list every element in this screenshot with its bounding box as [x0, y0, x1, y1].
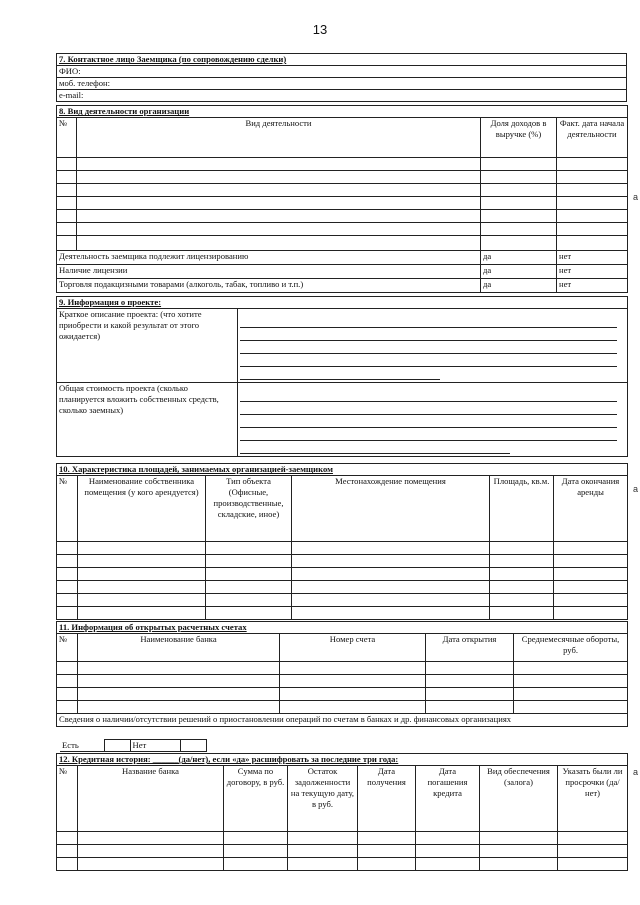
section-8-title: 8. Вид деятельности организации: [57, 106, 628, 118]
col-owner: Наименование собственника помещения (у кого арендуется): [78, 476, 206, 542]
project-cost-label: Общая стоимость проекта (сколько планируется вложить собственных средств, сколько заемных): [57, 383, 238, 457]
license-question: Деятельность заемщика подлежит лицензированию: [57, 251, 481, 265]
section-12-title: 12. Кредитная история: ______(да/нет), если «да» расшифровать за последние три года:: [57, 754, 628, 766]
col-start-date: Факт. дата начала деятельности: [557, 118, 628, 158]
col-repayment: Дата погашения кредита: [416, 766, 480, 832]
excise-yes: да: [481, 279, 557, 293]
col-lease-end: Дата окончания аренды: [554, 476, 628, 542]
page-number: 13: [312, 22, 328, 37]
license-row: [57, 251, 628, 265]
has-license-row: [57, 265, 628, 279]
phone-label: моб. телефон:: [57, 78, 627, 90]
col-amount: Сумма по договору, в руб.: [224, 766, 288, 832]
col-bank: Название банка: [78, 766, 224, 832]
section-11-table: [56, 621, 628, 727]
has-license-yes: да: [481, 265, 557, 279]
section-7-title: 7. Контактное лицо Заемщика (по сопровождению сделки): [57, 54, 627, 66]
section-10-table: [56, 463, 628, 620]
col-received: Дата получения: [358, 766, 416, 832]
suspension-yes-no: [60, 739, 230, 752]
excise-question: Торговля подакцизными товарами (алкоголь, табак, топливо и т.п.): [57, 279, 481, 293]
license-yes: да: [481, 251, 557, 265]
col-collateral: Вид обеспечения (залога): [480, 766, 558, 832]
suspension-note: Сведения о наличии/отсутствии решений о приостановлении операций по счетам в банках и др. финансовых организациях: [57, 714, 628, 727]
section-7-table: [56, 53, 627, 102]
col-object-type: Тип объекта (Офисные, производственные, складские, иное): [206, 476, 292, 542]
section-10-title: 10. Характеристика площадей, занимаемых организацией-заемщиком: [57, 464, 628, 476]
excise-no: нет: [557, 279, 628, 293]
margin-mark: а: [632, 484, 638, 494]
col-location: Местонахождение помещения: [292, 476, 490, 542]
section-9-table: [56, 296, 628, 457]
col-share: Доля доходов в выручке (%): [481, 118, 557, 158]
yes-label: Есть: [60, 740, 104, 752]
fio-label: ФИО:: [57, 66, 627, 78]
col-turnover: Среднемесячные обороты, руб.: [514, 634, 628, 662]
excise-row: [57, 279, 628, 293]
col-balance: Остаток задолженности на текущую дату, в руб.: [288, 766, 358, 832]
project-description-label: Краткое описание проекта: (что хотите приобрести и какой результат от этого ожидается): [57, 309, 238, 383]
col-area: Площадь, кв.м.: [490, 476, 554, 542]
license-no: нет: [557, 251, 628, 265]
col-num: №: [57, 634, 78, 662]
has-license-no: нет: [557, 265, 628, 279]
email-label: e-mail:: [57, 90, 627, 102]
margin-mark: а: [632, 767, 638, 777]
section-8-table: [56, 105, 628, 293]
section-11-title: 11. Информация об открытых расчетных счетах: [57, 622, 628, 634]
col-overdue: Указать были ли просрочки (да/нет): [558, 766, 628, 832]
margin-mark: а: [632, 192, 638, 202]
project-description-field[interactable]: [238, 309, 628, 383]
col-num: №: [57, 766, 78, 832]
col-account-number: Номер счета: [280, 634, 426, 662]
section-9-title: 9. Информация о проекте:: [57, 297, 628, 309]
col-num: №: [57, 476, 78, 542]
col-bank-name: Наименование банка: [78, 634, 280, 662]
col-num: №: [57, 118, 77, 158]
yes-checkbox[interactable]: [104, 740, 130, 752]
no-checkbox[interactable]: [180, 740, 206, 752]
has-license-question: Наличие лицензии: [57, 265, 481, 279]
section-12-table: [56, 753, 628, 871]
col-activity: Вид деятельности: [77, 118, 481, 158]
project-cost-field[interactable]: [238, 383, 628, 457]
col-open-date: Дата открытия: [426, 634, 514, 662]
no-label: Нет: [130, 740, 180, 752]
